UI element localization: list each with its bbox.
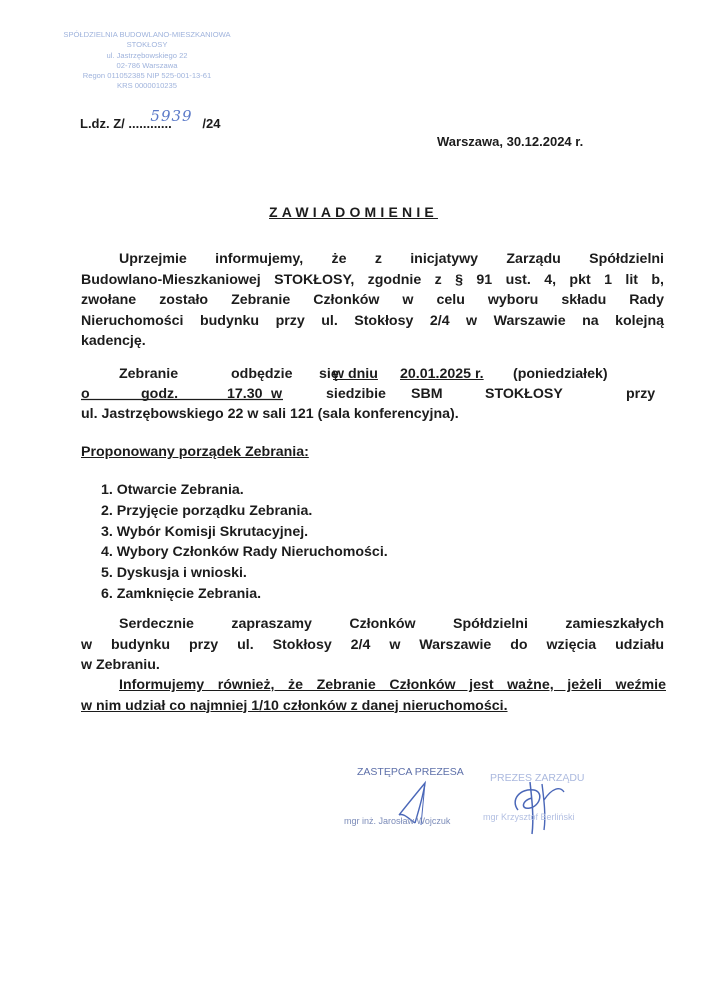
word: się (319, 366, 339, 382)
reference-prefix: L.dz. Z/ (80, 116, 125, 131)
meeting-details-paragraph (81, 364, 664, 424)
meeting-time: 17.30 (227, 386, 263, 402)
word: STOKŁOSY (485, 386, 563, 402)
signature-stroke (542, 784, 564, 830)
stamp-line: KRS 0000010235 (117, 81, 177, 91)
stamp-line: Regon 011052385 NIP 525-001-13-61 (82, 71, 212, 81)
word: przy (626, 386, 656, 402)
agenda-item: 1. Otwarcie Zebrania. (101, 482, 244, 498)
agenda-item: 5. Dyskusja i wnioski. (101, 565, 247, 582)
paragraph-line: Informujemy również, że Zebranie Członków jest ważne, jeżeli weźmie (119, 677, 666, 693)
word: SBM (411, 386, 443, 402)
meeting-date: 20.01.2025 r. (400, 366, 484, 382)
paragraph-line: Budowlano-Mieszkaniowej STOKŁOSY, zgodnie z § 91 ust. 4, pkt 1 lit b, (81, 271, 664, 288)
meeting-line-2 (81, 384, 664, 404)
paragraph-line: w nim udział co najmniej 1/10 członków z danej nieruchomości. (81, 697, 508, 714)
reference-suffix: /24 (202, 116, 221, 131)
document-title-text: ZAWIADOMIENIE (269, 204, 438, 220)
cooperative-stamp (52, 30, 242, 92)
word: siedzibie (326, 386, 386, 402)
agenda-item: 2. Przyjęcie porządku Zebrania. (101, 502, 313, 519)
signature-stroke (515, 790, 540, 810)
agenda-item: 3. Wybór Komisji Skrutacyjnej. (101, 523, 309, 540)
word: godz. (141, 386, 179, 402)
handwritten-number: 5939 (150, 107, 193, 125)
vice-president-title: ZASTĘPCA PREZESA (357, 766, 464, 778)
meeting-date-label: w dniu (333, 366, 378, 382)
document-title (0, 204, 707, 220)
invitation-paragraph (81, 614, 664, 676)
intro-paragraph (81, 249, 664, 352)
agenda-title: Proponowany porządek Zebrania: (81, 444, 309, 460)
quorum-paragraph (81, 675, 666, 716)
agenda-item: 4. Wybory Członków Rady Nieruchomości. (101, 544, 388, 561)
word: odbędzie (231, 366, 293, 382)
document-date: Warszawa, 30.12.2024 r. (437, 134, 584, 149)
paragraph-line: zwołane zostało Zebranie Członków w celu wyboru składu Rady (81, 292, 664, 308)
paragraph-line: w Zebraniu. (81, 657, 160, 673)
president-name: mgr Krzysztof Berliński (483, 812, 575, 822)
paragraph-line: kadencję. (81, 333, 146, 349)
paragraph-line: w budynku przy ul. Stokłosy 2/4 w Warszawie do wzięcia udziału (81, 636, 664, 653)
stamp-line: STOKŁOSY (126, 40, 168, 50)
stamp-line: SPÓŁDZIELNIA BUDOWLANO-MIESZKANIOWA (63, 30, 231, 39)
reference-number (80, 107, 221, 131)
word: o (81, 386, 90, 402)
word: w (271, 386, 283, 402)
meeting-weekday: (poniedziałek) (513, 366, 608, 382)
word: Zebranie (119, 366, 179, 382)
stamp-line: 02-786 Warszawa (116, 60, 178, 70)
president-title: PREZES ZARZĄDU (490, 772, 585, 784)
agenda-list (101, 480, 388, 605)
president-signature (500, 770, 580, 840)
stamp-line: ul. Jastrzębowskiego 22 (106, 50, 188, 60)
reference-dots: ............ (128, 116, 172, 131)
paragraph-line: Serdecznie zapraszamy Członków Spółdzielni zamieszkałych (119, 616, 664, 632)
vice-president-signature (385, 775, 445, 835)
meeting-line-1 (81, 364, 664, 384)
paragraph-line: Nieruchomości budynku przy ul. Stokłosy 2/4 w Warszawie na kolejną (81, 312, 664, 329)
reference-number-field (128, 107, 202, 131)
paragraph-line: Uprzejmie informujemy, że z inicjatywy Zarządu Spółdzielni (119, 251, 664, 267)
meeting-line-3: ul. Jastrzębowskiego 22 w sali 121 (sala konferencyjna). (81, 406, 459, 422)
vice-president-name: mgr inż. Jarosław Wojczuk (344, 816, 451, 826)
agenda-item: 6. Zamknięcie Zebrania. (101, 585, 262, 602)
